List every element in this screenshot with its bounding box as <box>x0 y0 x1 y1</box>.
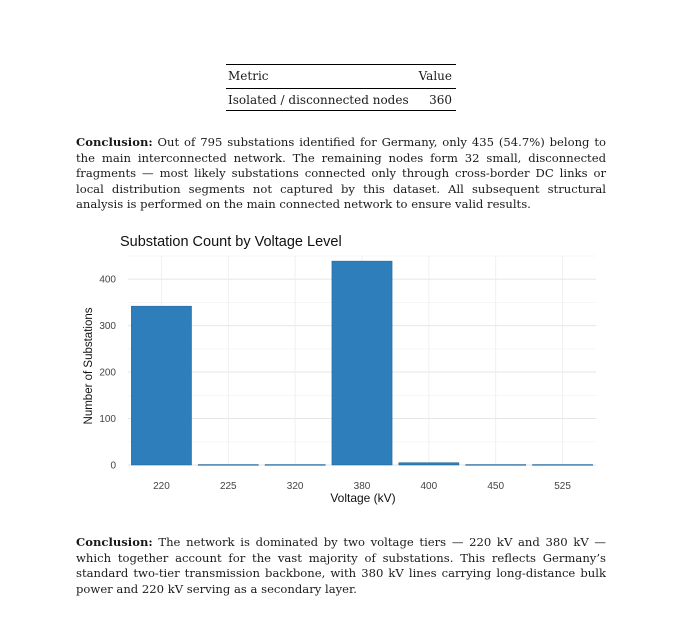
bar-225 <box>198 465 258 466</box>
bar-525 <box>532 465 592 466</box>
x-tick-label: 320 <box>286 481 304 492</box>
y-tick-label: 200 <box>99 367 116 379</box>
conclusion-label-1: Conclusion: <box>76 135 153 149</box>
x-tick-label: 450 <box>487 481 505 492</box>
y-tick-label: 400 <box>99 274 116 286</box>
y-tick-label: 300 <box>99 321 116 333</box>
table-row-value: 360 <box>429 93 452 107</box>
table-bottom-rule <box>226 110 456 111</box>
x-tick-label: 400 <box>420 481 438 492</box>
y-tick-label: 100 <box>99 414 116 426</box>
x-tick-label: 525 <box>554 481 571 492</box>
chart-bars <box>131 261 592 465</box>
bar-220 <box>131 306 191 465</box>
x-tick-label: 220 <box>153 481 170 492</box>
chart-title: Substation Count by Voltage Level <box>120 234 342 250</box>
table-top-rule <box>226 64 456 65</box>
x-tick-label: 380 <box>353 481 371 492</box>
table-header-metric: Metric <box>228 69 269 83</box>
conclusion-text-2: The network is dominated by two voltage tiers — 220 kV and 380 kV — which together account for the vast majority of substations. This reflects Germany’s standard two-tier transmission backbone, with 380 kV lines carrying long-distance bulk power and 220 kV serving as a secondary layer. <box>76 535 607 596</box>
conclusion-paragraph-1 <box>76 135 606 213</box>
table-mid-rule <box>226 88 456 89</box>
chart-y-ticks <box>99 275 116 472</box>
table-row-metric: Isolated / disconnected nodes <box>228 93 409 107</box>
chart-svg <box>76 228 616 508</box>
bar-320 <box>265 465 325 466</box>
y-tick-label: 0 <box>110 460 116 472</box>
conclusion-label-2: Conclusion: <box>76 535 153 549</box>
x-tick-label: 225 <box>219 481 237 492</box>
chart-x-axis-label: Voltage (kV) <box>330 491 396 505</box>
bar-400 <box>399 463 459 465</box>
bar-450 <box>466 465 526 466</box>
table-header-value: Value <box>418 69 452 83</box>
conclusion-text-1: Out of 795 substations identified for Germany, only 435 (54.7%) belong to the main interconnected network. The remaining nodes form 32 small, disconnected fragments — most likely substations connected only through cross-border DC links or local distribution segments not captured by this dataset. All subsequent structural analysis is performed on the main connected network to ensure valid results. <box>76 135 606 212</box>
bar-380 <box>332 261 392 465</box>
chart-y-axis-label: Number of Substations <box>83 307 95 425</box>
conclusion-paragraph-2 <box>76 535 606 597</box>
voltage-bar-chart <box>76 228 616 508</box>
